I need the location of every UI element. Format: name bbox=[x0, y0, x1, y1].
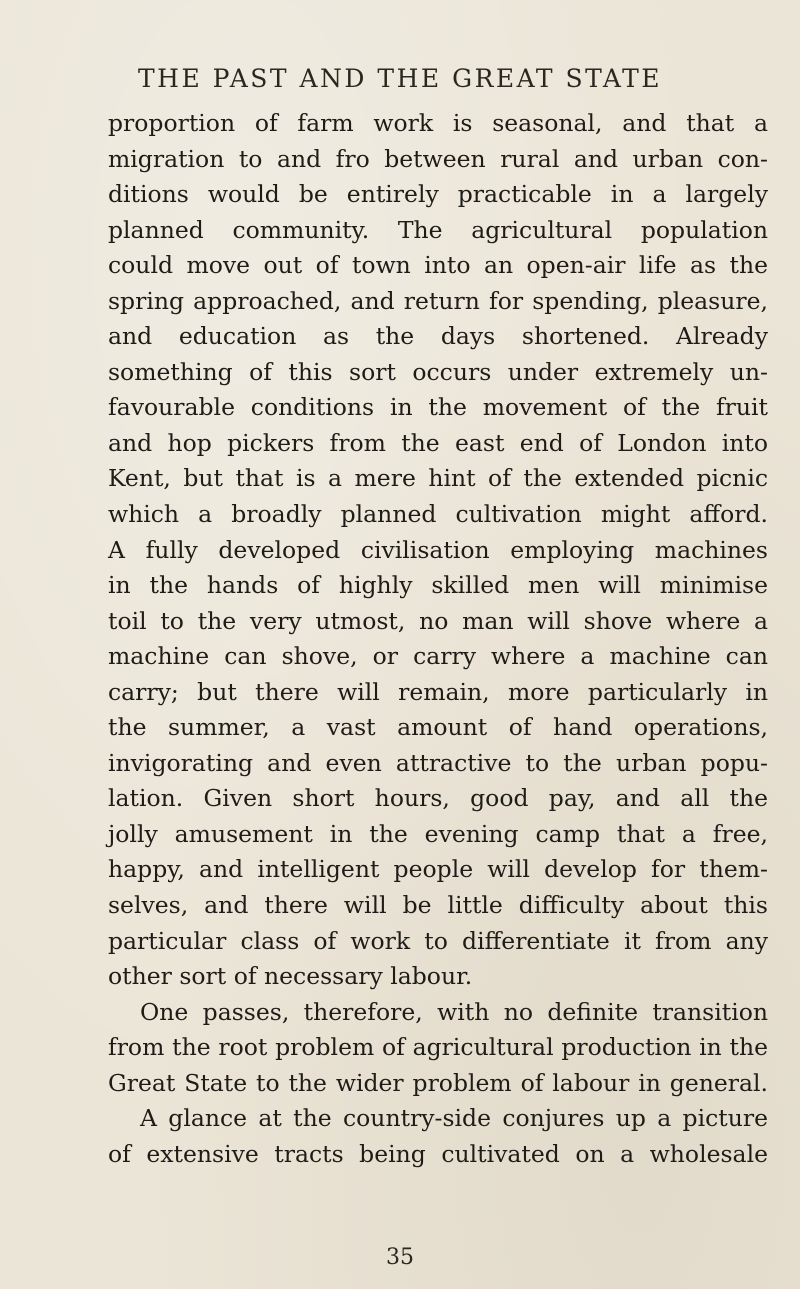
text-line: Kent, but that is a mere hint of the extended picnic bbox=[108, 464, 768, 493]
text-line: invigorating and even attractive to the urban popu- bbox=[108, 748, 768, 777]
text-line: proportion of farm work is seasonal, and that a bbox=[108, 109, 768, 137]
text-line: toil to the very utmost, no man will shove where a bbox=[108, 606, 768, 635]
text-line: planned community. The agricultural population bbox=[108, 215, 768, 244]
text-line: particular class of work to differentiate it from any bbox=[108, 926, 768, 955]
text-line: and hop pickers from the east end of London into bbox=[108, 428, 768, 457]
text-line: carry; but there will remain, more particularly in bbox=[108, 677, 768, 706]
body-text bbox=[108, 106, 768, 1172]
paragraph-end-line: other sort of necessary labour. bbox=[108, 962, 473, 991]
text-line: from the root problem of agricultural production in the bbox=[108, 1033, 768, 1062]
running-head: THE PAST AND THE GREAT STATE bbox=[138, 64, 662, 93]
text-line: lation. Given short hours, good pay, and all the bbox=[108, 784, 768, 813]
text-line: machine can shove, or carry where a machine can bbox=[108, 642, 768, 671]
text-line: migration to and fro between rural and urban con- bbox=[108, 144, 768, 173]
text-line: of extensive tracts being cultivated on a wholesale bbox=[108, 1139, 768, 1168]
text-line: the summer, a vast amount of hand operations, bbox=[108, 713, 768, 742]
text-line: and education as the days shortened. Already bbox=[108, 322, 768, 351]
text-line: happy, and intelligent people will develop for them- bbox=[108, 855, 768, 884]
text-line: could move out of town into an open-air life as the bbox=[108, 251, 768, 280]
text-line: jolly amusement in the evening camp that a free, bbox=[108, 819, 768, 848]
page-number: 35 bbox=[386, 1245, 414, 1270]
text-line: A glance at the country-side conjures up a picture bbox=[140, 1104, 768, 1133]
text-line: favourable conditions in the movement of the fruit bbox=[108, 393, 768, 422]
text-line: in the hands of highly skilled men will minimise bbox=[108, 571, 768, 600]
text-line: something of this sort occurs under extremely un- bbox=[108, 357, 768, 386]
text-line: A fully developed civilisation employing machines bbox=[108, 535, 768, 564]
paragraph-start-line: One passes, therefore, with no definite transition bbox=[140, 997, 768, 1026]
text-line: spring approached, and return for spending, pleasure, bbox=[108, 286, 768, 315]
text-line: selves, and there will be little difficulty about this bbox=[108, 891, 768, 920]
text-line: ditions would be entirely practicable in a largely bbox=[108, 180, 768, 209]
text-line: which a broadly planned cultivation might afford. bbox=[108, 500, 768, 529]
text-line: Great State to the wider problem of labour in general. bbox=[108, 1068, 768, 1097]
